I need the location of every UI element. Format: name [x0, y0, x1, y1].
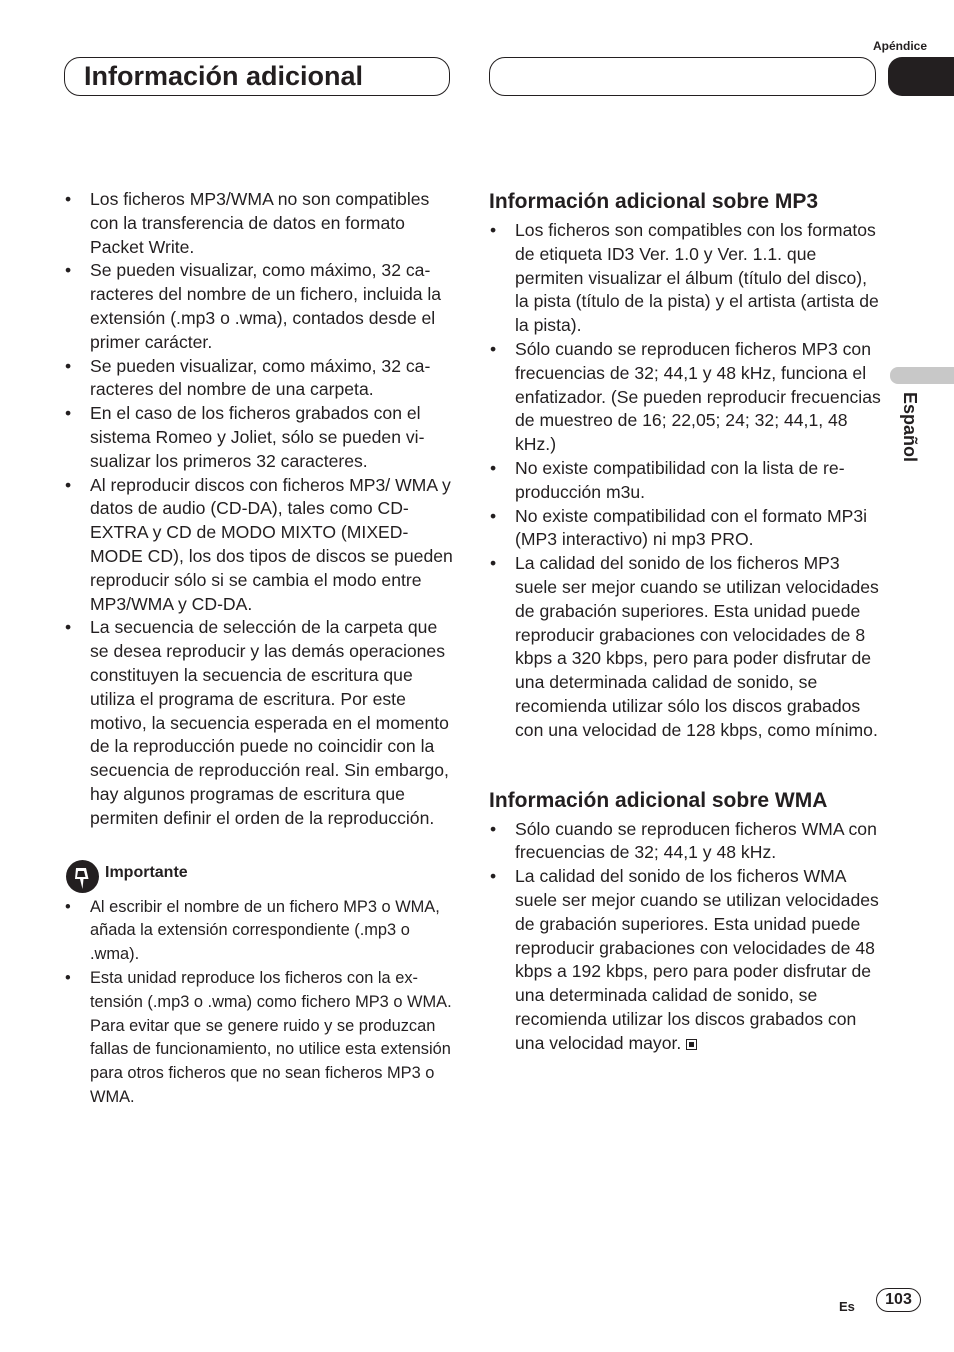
end-of-section-icon	[686, 1039, 697, 1050]
list-item	[489, 865, 881, 1055]
right-column	[489, 187, 881, 1056]
list-item: • Se pueden visualizar, como máximo, 32 caracteres del nombre de un fichero, incluida la extensión (.mp3 o .wma), contados desde el primer carácter.	[64, 259, 454, 354]
page-number: 103	[876, 1288, 921, 1312]
header-frame-empty	[489, 57, 876, 96]
important-list	[64, 896, 454, 1110]
language-text: Español	[900, 392, 920, 463]
language-tab-marker	[890, 367, 954, 384]
list-item: • No existe compatibilidad con la lista de reproducción m3u.	[489, 457, 881, 505]
notes-list	[64, 188, 454, 831]
list-item-text: La calidad del sonido de los ficheros WMA suele ser mejor cuando se utilizan velocidades de grabación superiores. Esta unidad puede reproducir grabaciones con velocidades de 48 kbps a 192 kbps, pero para poder disfrutar de una determinada calidad de sonido, se recomienda utilizar los discos grabados con una velocidad mayor.	[515, 866, 879, 1053]
section-tab-marker	[888, 57, 954, 96]
important-note-header	[64, 860, 454, 892]
page-title: Información adicional	[84, 61, 364, 91]
list-item: • Sólo cuando se reproducen ficheros WMA con frecuencias de 32; 44,1 y 48 kHz.	[489, 818, 881, 866]
list-item: • Sólo cuando se reproducen ficheros MP3 con frecuencias de 32; 44,1 y 48 kHz, funciona el enfatizador. (Se pueden reproducir frecuencias de muestreo de 16; 22,05; 24; 32; 44,1, 48 kHz.)	[489, 338, 881, 457]
wma-heading: Información adicional sobre WMA	[489, 788, 828, 812]
list-item: • Esta unidad reproduce los ficheros con la extensión (.mp3 o .wma) como fichero MP3 o WMA. Para evitar que se genere ruido y se produzcan fallas de funcionamiento, no utilice esta extensión para otros ficheros que no sean ficheros MP3 o WMA.	[64, 967, 454, 1110]
list-item: • Al escribir el nombre de un fichero MP3 o WMA, añada la extensión correspondiente (.mp3 o .wma).	[64, 896, 454, 967]
mp3-list	[489, 219, 881, 743]
mp3-heading: Información adicional sobre MP3	[489, 190, 819, 213]
language-label	[896, 392, 926, 492]
list-item: • La secuencia de selección de la carpeta que se desea reproducir y las demás operaciones constituyen la secuencia de escritura que utiliza el programa de escritura. Por este motivo, la secuencia esperada en el momento de la reproducción puede no coincidir con la secuencia de reproducción real. Sin embargo, hay algunos programas de escritura que permiten definir el orden de la reproducción.	[64, 616, 454, 830]
list-item: • Al reproducir discos con ficheros MP3/ WMA y datos de audio (CD-DA), tales como CD-EXTRA y CD de MODO MIXTO (MIXED-MODE CD), los dos tipos de discos se pueden reproducir sólo si se cambia el modo entre MP3/WMA y CD-DA.	[64, 474, 454, 617]
left-column	[64, 188, 454, 1110]
important-icon	[66, 860, 99, 893]
important-label: Importante	[105, 863, 188, 881]
list-item: • No existe compatibilidad con el formato MP3i (MP3 interactivo) ni mp3 PRO.	[489, 505, 881, 553]
list-item: • Se pueden visualizar, como máximo, 32 caracteres del nombre de una carpeta.	[64, 355, 454, 403]
list-item: • La calidad del sonido de los ficheros MP3 suele ser mejor cuando se utilizan velocidades de grabación superiores. Esta unidad puede reproducir grabaciones con velocidades de 8 kbps a 320 kbps, pero para poder disfrutar de una determinada calidad de sonido, se recomienda utilizar sólo los discos grabados con una velocidad de 128 kbps, como mínimo.	[489, 552, 881, 742]
wma-list	[489, 818, 881, 1056]
footer-language-code: Es	[839, 1299, 855, 1314]
list-item: • En el caso de los ficheros grabados con el sistema Romeo y Joliet, sólo se pueden visualizar los primeros 32 caracteres.	[64, 402, 454, 473]
list-item: • Los ficheros son compatibles con los formatos de etiqueta ID3 Ver. 1.0 y Ver. 1.1. que permiten visualizar el álbum (título del disco), la pista (título de la pista) y el artista (artista de la pista).	[489, 219, 881, 338]
section-label: Apéndice	[872, 39, 927, 53]
list-item: • Los ficheros MP3/WMA no son compatibles con la transferencia de datos en formato Packet Write.	[64, 188, 454, 259]
